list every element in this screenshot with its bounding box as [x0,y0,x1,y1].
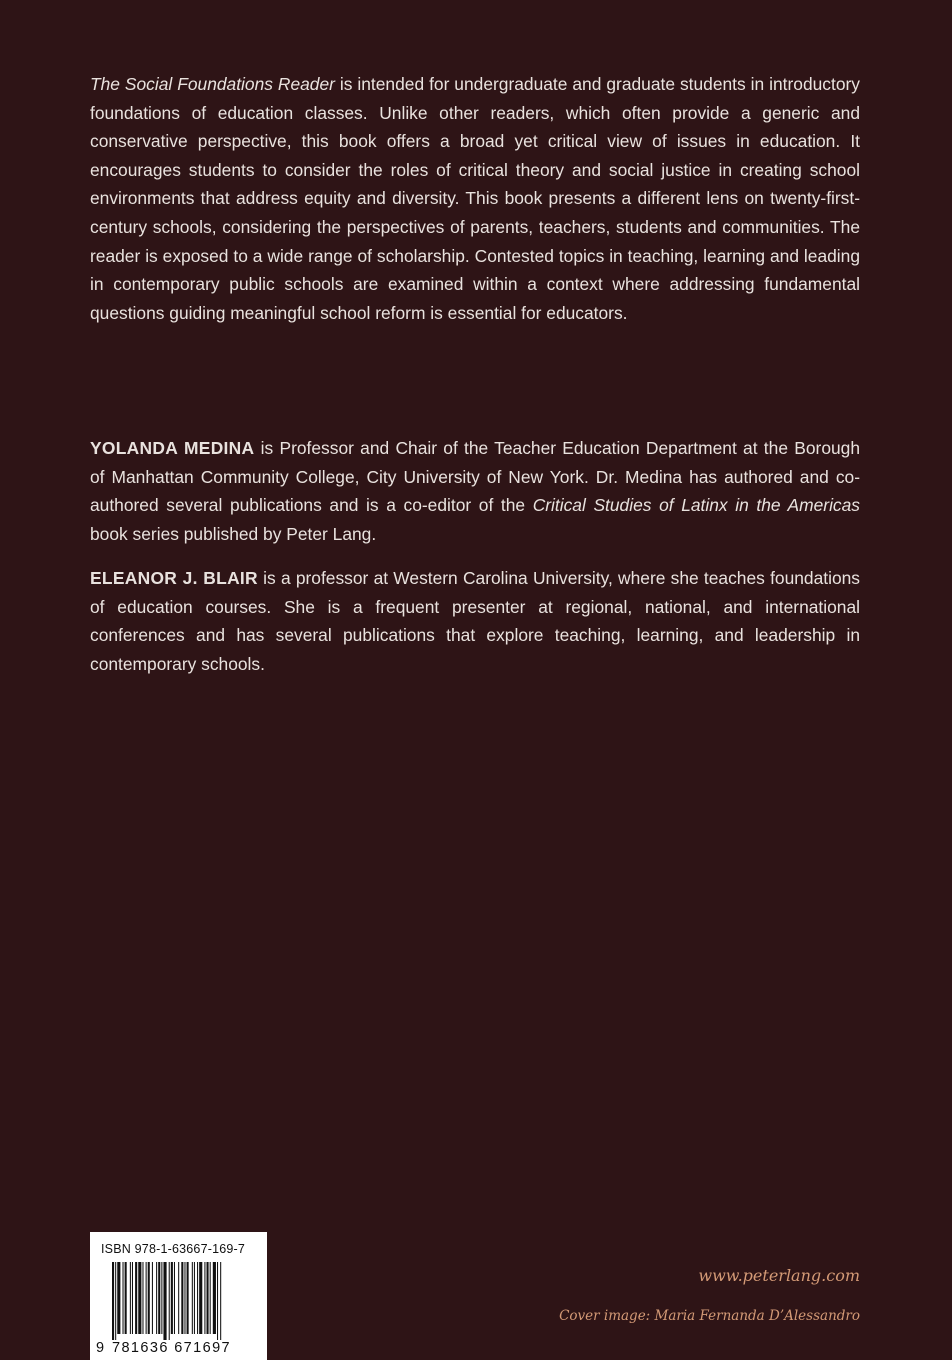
barcode-bar [163,1262,166,1340]
barcode-bar [112,1262,114,1340]
bio-text: book series published by Peter Lang. [90,523,377,544]
book-title: The Social Foundations Reader [90,74,335,94]
barcode-bar [207,1262,209,1334]
barcode-bar [194,1262,195,1334]
barcode-bar [210,1262,211,1334]
barcode-bar [152,1262,153,1334]
barcode-bar [123,1262,124,1334]
isbn-digits: 781636 671697 [112,1340,231,1356]
back-cover-blurb [90,70,860,327]
barcode-bar [174,1262,175,1334]
barcode-bar [187,1262,189,1334]
author-bio-blair [90,564,860,678]
barcode-bar [217,1262,218,1340]
barcode-bars [112,1262,258,1340]
barcode-bar [158,1262,160,1334]
barcode-bar [135,1262,137,1334]
bio-text: is Professor and Chair of the Teacher Education Department at the Borough of Manhattan Community College, City University of New York. Dr. Medina has authored and co-authored several publications and is a co-editor of the [90,438,861,516]
series-title: Critical Studies of Latinx in the Americas [532,495,860,516]
barcode-bar [138,1262,141,1334]
barcode-bar [178,1262,179,1334]
publisher-website[interactable]: www.peterlang.com [698,1266,860,1285]
barcode-bar [204,1262,205,1334]
barcode-bar [156,1262,157,1334]
barcode-bar [148,1262,150,1334]
barcode-bar [130,1262,131,1334]
barcode-bar [171,1262,173,1334]
author-name-blair: ELEANOR J. BLAIR [90,568,258,588]
barcode-bar [146,1262,147,1334]
isbn-barcode [90,1232,267,1360]
barcode-bar [117,1262,120,1334]
barcode-bar [115,1262,116,1340]
bio-text: is a professor at Western Carolina University, where she teaches foundations of education courses. She is a frequent presenter at regional, national, and international conferences and has several publications that explore teaching, learning, and leadership in contemporary schools. [90,568,860,674]
barcode-bar [132,1262,133,1334]
barcode-bar [181,1262,183,1334]
cover-image-credit: Cover image: Maria Fernanda D’Alessandro [559,1308,860,1324]
barcode-bar [213,1262,216,1334]
barcode-bar [197,1262,198,1334]
barcode-bar [184,1262,185,1334]
barcode-bar [125,1262,127,1334]
barcode-bar [161,1262,162,1334]
barcode-bar [220,1262,221,1340]
barcode-bar [199,1262,202,1334]
author-bio-medina [90,434,860,548]
isbn-label: ISBN 978-1-63667-169-7 [101,1242,246,1256]
blurb-text: is intended for undergraduate and graduate students in introductory foundations of education classes. Unlike other readers, which often provide a generic and conservative perspective, this book offers a broad yet critical view of issues in education. It encourages students to consider the roles of critical theory and social justice in creating school environments that address equity and diversity. This book presents a different lens on twenty-first-century schools, considering the perspectives of parents, teachers, students and communities. The reader is exposed to a wide range of scholarship. Contested topics in teaching, learning and leading in contemporary public schools are examined within a context where addressing fundamental questions guiding meaningful school reform is essential for educators. [90,74,860,323]
barcode-bar [192,1262,193,1334]
isbn-lead-digit: 9 [96,1340,105,1356]
barcode-bar [142,1262,143,1334]
barcode-bar [169,1262,170,1340]
author-name-medina: YOLANDA MEDINA [90,438,255,458]
